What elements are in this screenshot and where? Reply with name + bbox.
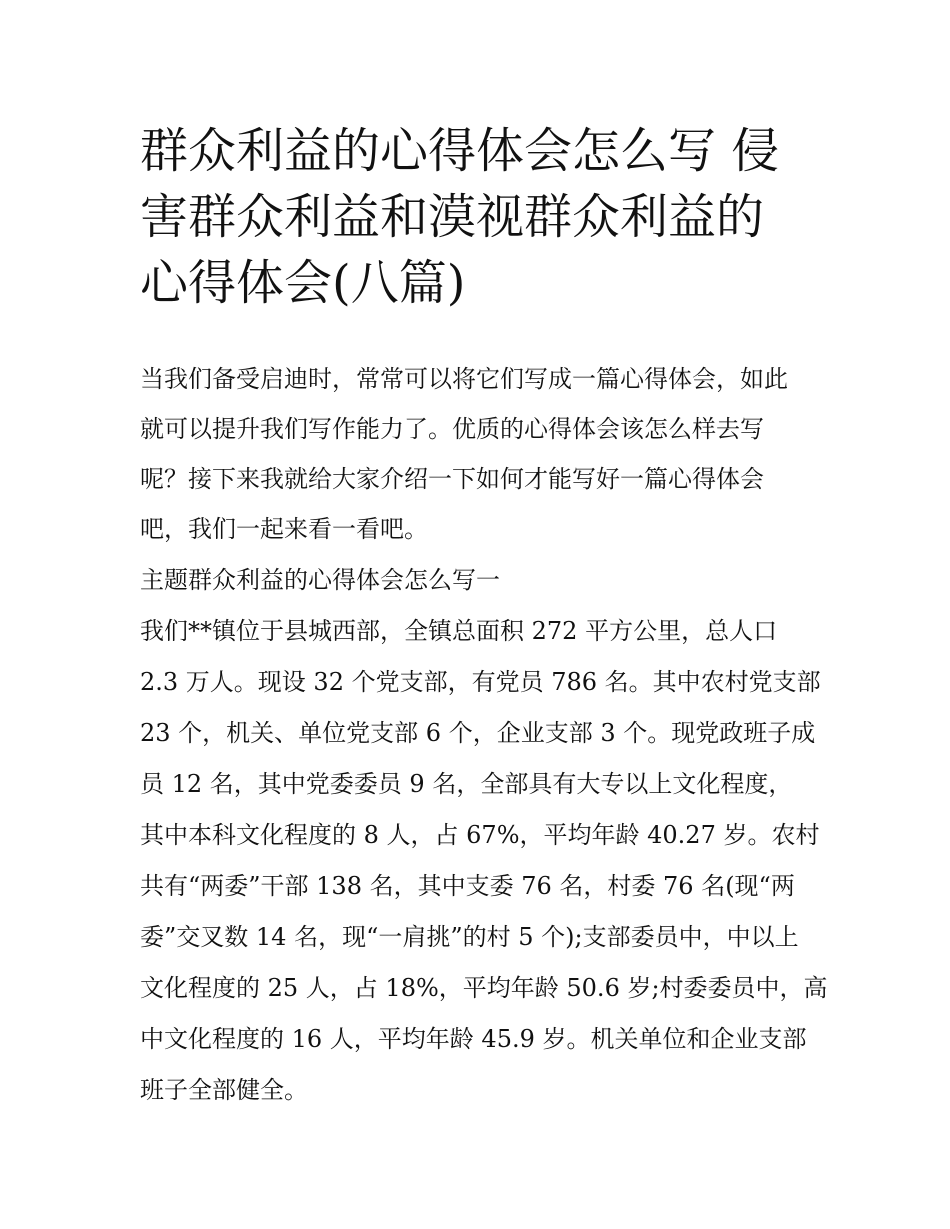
title-line: 群众利益的心得体会怎么写 侵 [140,123,780,179]
intro-line: 呢？接下来我就给大家介绍一下如何才能写好一篇心得体会 [140,465,764,493]
title-line: 害群众利益和漠视群众利益的 [140,189,765,245]
paragraph-line: 中文化程度的 16 人，平均年龄 45.9 岁。机关单位和企业支部 [140,1025,807,1053]
intro-line: 吧，我们一起来看一看吧。 [140,515,428,543]
paragraph-line: 委”交叉数 14 名，现“一肩挑”的村 5 个);支部委员中，中以上 [140,923,799,951]
paragraph-line: 我们**镇位于县城西部，全镇总面积 272 平方公里，总人口 [140,617,778,645]
intro-line: 当我们备受启迪时，常常可以将它们写成一篇心得体会，如此 [140,365,788,393]
paragraph-line: 员 12 名，其中党委委员 9 名，全部具有大专以上文化程度， [140,770,793,798]
section-heading: 主题群众利益的心得体会怎么写一 [140,566,500,594]
paragraph-line: 其中本科文化程度的 8 人，占 67%，平均年龄 40.27 岁。农村 [140,821,820,849]
title-line: 心得体会(八篇) [140,255,466,311]
paragraph-line: 班子全部健全。 [140,1076,308,1104]
paragraph-line: 文化程度的 25 人，占 18%，平均年龄 50.6 岁;村委委员中，高 [140,974,828,1002]
document-title [140,118,820,316]
intro-line: 就可以提升我们写作能力了。优质的心得体会该怎么样去写 [140,415,764,443]
paragraph-line: 2.3 万人。现设 32 个党支部，有党员 786 名。其中农村党支部 [140,668,821,696]
paragraph-line: 共有“两委”干部 138 名，其中支委 76 名，村委 76 名(现“两 [140,872,795,900]
paragraph-line: 23 个，机关、单位党支部 6 个，企业支部 3 个。现党政班子成 [140,719,816,747]
